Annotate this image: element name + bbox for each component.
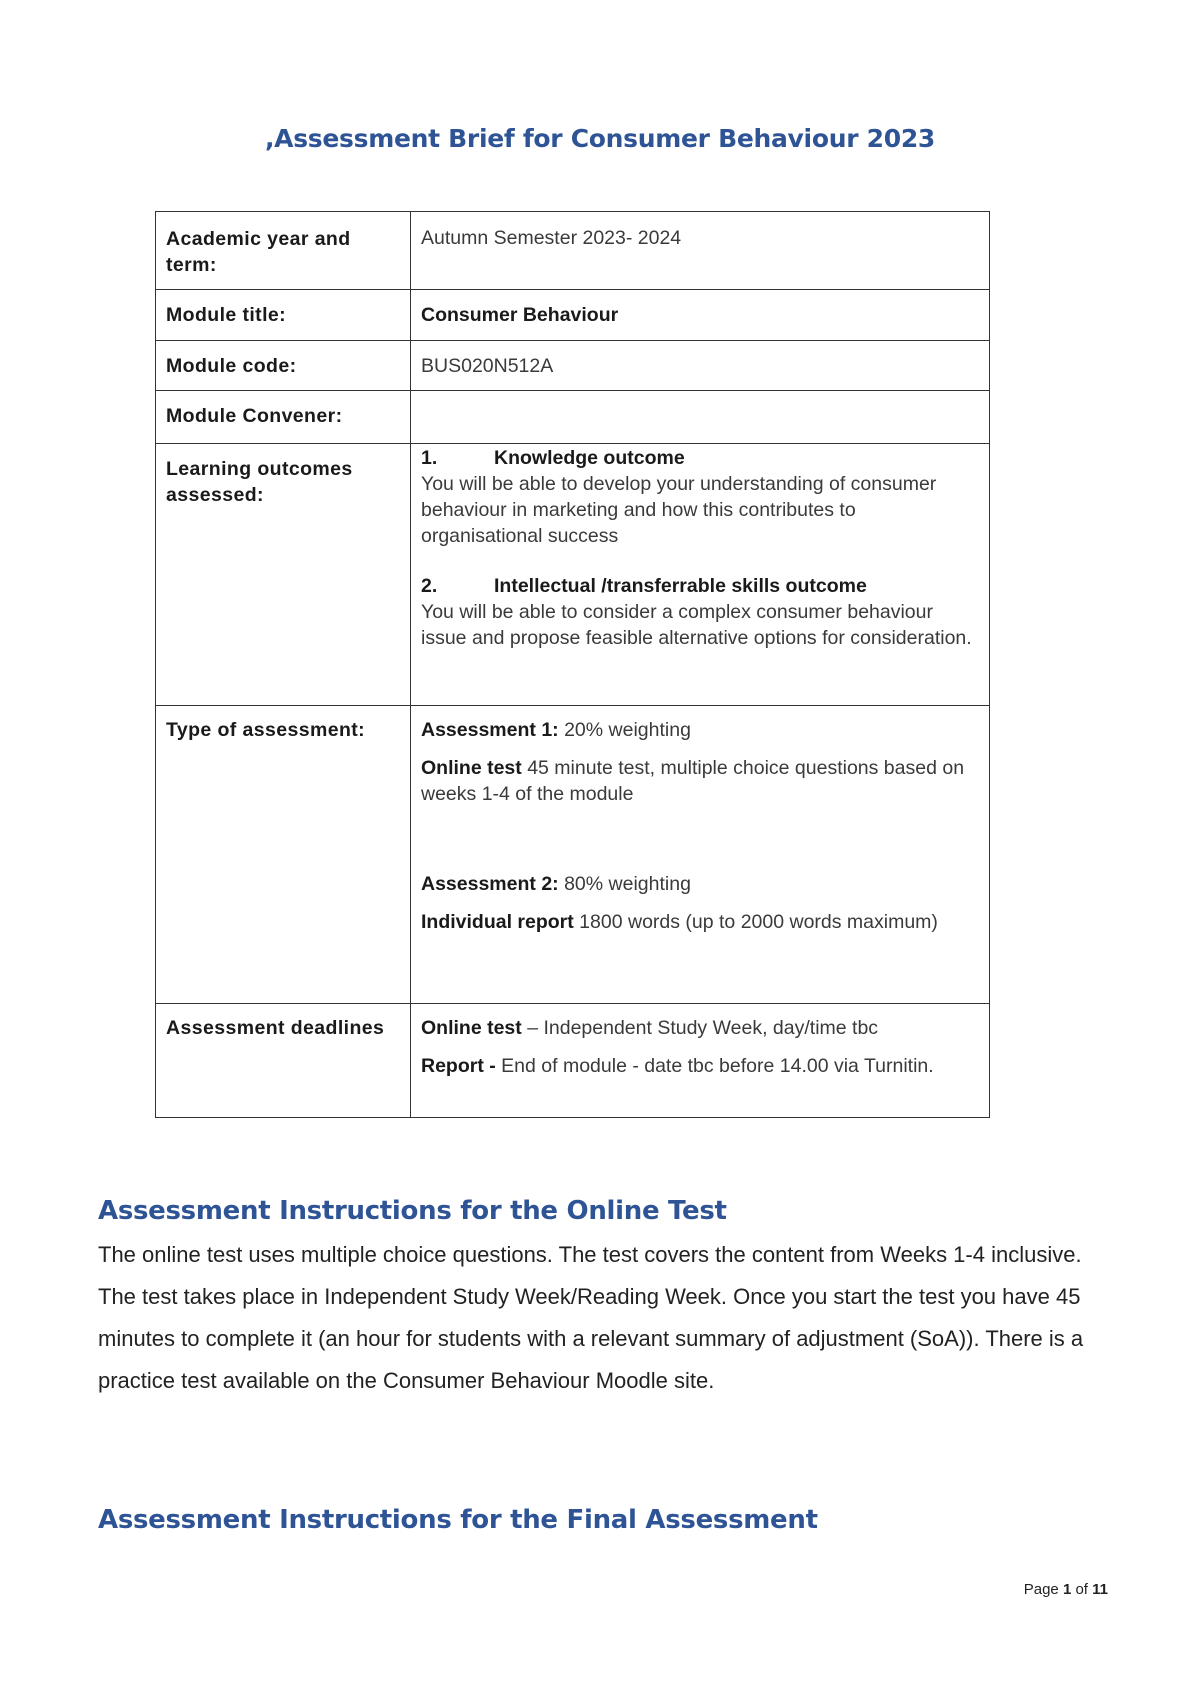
assessment-brief-table (155, 211, 990, 1118)
assessment-1-label: Assessment 1: (421, 719, 559, 741)
assessment-1-detail (421, 755, 979, 807)
outcome-2-title: Intellectual /transferrable skills outcome (494, 575, 867, 597)
footer-total-pages: 11 (1092, 1581, 1108, 1598)
deadline-online-text: – Independent Study Week, day/time tbc (521, 1017, 879, 1039)
document-title: ,Assessment Brief for Consumer Behaviour 2023 (264, 124, 936, 153)
assessment-2-line (421, 871, 979, 897)
row-label-module-title: Module title: (156, 290, 411, 341)
row-value-type-of-assessment (411, 706, 990, 1004)
outcome-1-text: You will be able to develop your understanding of consumer behaviour in marketing and how this contributes to organisational success (421, 473, 937, 547)
deadline-report-label: Report - (421, 1055, 496, 1077)
row-value-learning-outcomes (411, 444, 990, 706)
assessment-1-line (421, 717, 979, 743)
assessment-2-label: Assessment 2: (421, 873, 559, 895)
footer-page-word: Page (1023, 1581, 1063, 1598)
outcome-2-number: 2. (421, 575, 438, 597)
table-row (156, 212, 990, 290)
page-footer (1024, 1581, 1108, 1598)
deadline-online-label: Online test (421, 1017, 522, 1039)
deadline-online-test (421, 1015, 979, 1041)
outcome-1-number: 1. (421, 447, 438, 469)
row-value-module-title (411, 290, 990, 341)
outcome-2-text: You will be able to consider a complex consumer behaviour issue and propose feasible alternative options for consideration. (421, 601, 972, 649)
outcome-1-heading (421, 445, 979, 471)
outcome-2-heading (421, 573, 979, 599)
assessment-1-detail-text: 45 minute test, multiple choice questions based on weeks 1-4 of the module (421, 757, 965, 805)
row-label-type-of-assessment: Type of assessment: (156, 706, 411, 1004)
assessment-1-detail-label: Online test (421, 757, 522, 779)
row-label-module-convener: Module Convener: (156, 391, 411, 444)
footer-of-word: of (1071, 1581, 1093, 1598)
row-label-module-code: Module code: (156, 341, 411, 391)
assessment-2-detail-label: Individual report (421, 911, 574, 933)
row-value-academic-year: Autumn Semester 2023- 2024 (411, 212, 990, 290)
table-row (156, 290, 990, 341)
assessment-2-detail (421, 909, 979, 935)
assessment-2-detail-text: 1800 words (up to 2000 words maximum) (573, 911, 938, 933)
deadline-report-text: End of module - date tbc before 14.00 via Turnitin. (495, 1055, 934, 1077)
row-label-learning-outcomes: Learning outcomes assessed: (156, 444, 411, 706)
final-assessment-heading: Assessment Instructions for the Final Assessment (98, 1505, 818, 1535)
table-row (156, 391, 990, 444)
row-value-deadlines (411, 1004, 990, 1118)
outcome-1-title: Knowledge outcome (494, 447, 685, 469)
table-row (156, 444, 990, 706)
online-test-instructions: The online test uses multiple choice questions. The test covers the content from Weeks 1-4 inclusive. The test takes place in Independent Study Week/Reading Week. Once you start the test you have 45 minutes to complete it (an hour for students with a relevant summary of adjustment (SoA)). There is a practice test available on the Consumer Behaviour Moodle site. (98, 1242, 1084, 1393)
deadline-report (421, 1053, 979, 1079)
assessment-2-weight: 80% weighting (558, 873, 691, 895)
row-label-deadlines: Assessment deadlines (156, 1004, 411, 1118)
online-test-heading: Assessment Instructions for the Online Test (98, 1196, 727, 1226)
table-row (156, 1004, 990, 1118)
table-row (156, 341, 990, 391)
row-label-academic-year: Academic year and term: (156, 212, 411, 290)
row-value-module-code: BUS020N512A (411, 341, 990, 391)
module-title-value: Consumer Behaviour (421, 304, 619, 326)
footer-current-page: 1 (1062, 1581, 1072, 1598)
row-value-module-convener (411, 391, 990, 444)
assessment-1-weight: 20% weighting (558, 719, 691, 741)
table-row (156, 706, 990, 1004)
